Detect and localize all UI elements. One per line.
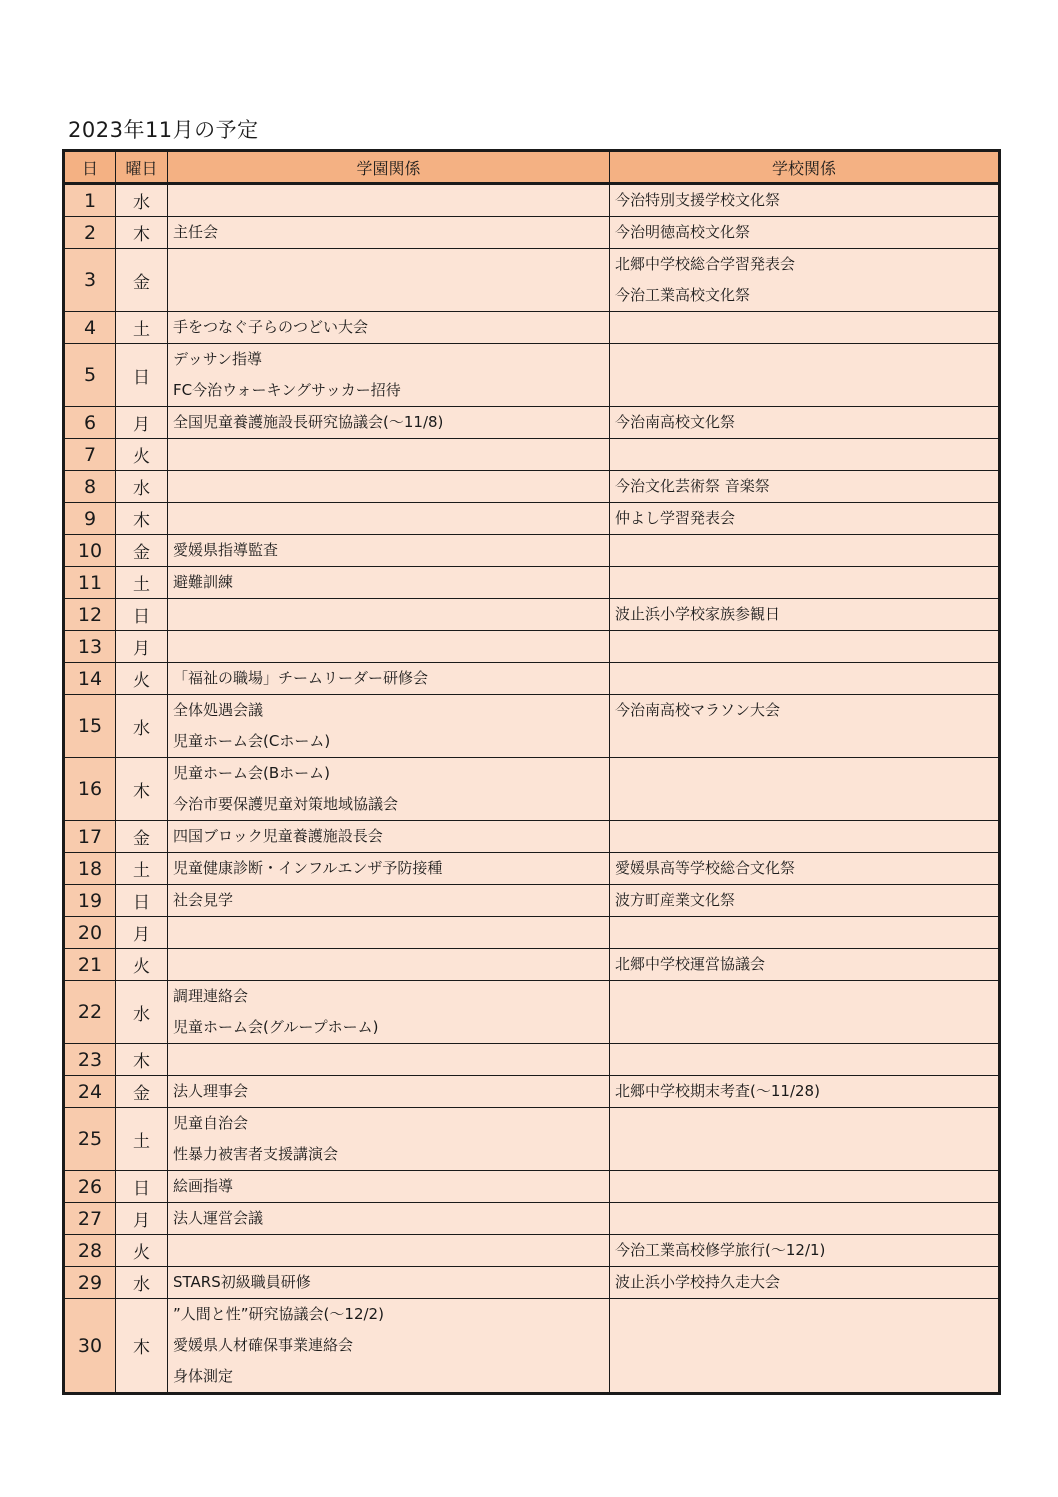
weekday-cell: 木 <box>116 758 168 821</box>
weekday-cell: 木 <box>116 503 168 535</box>
day-cell: 25 <box>64 1108 116 1171</box>
day-cell: 5 <box>64 344 116 407</box>
gakko-cell <box>610 853 1000 885</box>
weekday-cell: 月 <box>116 917 168 949</box>
gakuen-event: 避難訓練 <box>173 573 234 591</box>
day-cell: 16 <box>64 758 116 821</box>
day-cell: 20 <box>64 917 116 949</box>
weekday-cell: 水 <box>116 1267 168 1299</box>
gakko-event <box>615 663 998 694</box>
gakko-cell <box>610 1203 1000 1235</box>
day-cell: 23 <box>64 1044 116 1076</box>
gakko-event: 今治文化芸術祭 音楽祭 <box>615 477 770 495</box>
gakko-event <box>615 439 998 470</box>
table-row <box>64 1203 1000 1235</box>
gakko-event: 北郷中学校期末考査(～11/28) <box>615 1082 820 1100</box>
gakko-cell <box>610 1235 1000 1267</box>
header-row <box>64 151 1000 184</box>
gakko-event <box>615 535 998 566</box>
gakuen-event: 児童ホーム会(Cホーム) <box>173 732 331 750</box>
gakko-event <box>615 1044 998 1075</box>
table-row <box>64 821 1000 853</box>
gakuen-cell <box>168 471 610 503</box>
gakuen-cell <box>168 917 610 949</box>
gakko-event <box>615 1171 998 1202</box>
gakko-event <box>615 312 998 343</box>
gakuen-event: 社会見学 <box>173 891 234 909</box>
gakuen-event: 愛媛県指導監査 <box>173 541 279 559</box>
weekday-cell: 金 <box>116 535 168 567</box>
gakuen-cell <box>168 503 610 535</box>
gakko-event: 仲よし学習発表会 <box>615 509 736 527</box>
gakko-cell <box>610 949 1000 981</box>
table-row <box>64 695 1000 758</box>
gakuen-cell <box>168 853 610 885</box>
table-row <box>64 599 1000 631</box>
table-row <box>64 949 1000 981</box>
weekday-cell: 土 <box>116 853 168 885</box>
table-row <box>64 567 1000 599</box>
gakuen-cell <box>168 1076 610 1108</box>
table-row <box>64 249 1000 312</box>
table-row <box>64 503 1000 535</box>
table-row <box>64 885 1000 917</box>
table-row <box>64 217 1000 249</box>
gakko-cell <box>610 249 1000 312</box>
weekday-cell: 土 <box>116 1108 168 1171</box>
day-cell: 2 <box>64 217 116 249</box>
gakuen-cell <box>168 344 610 407</box>
weekday-cell: 金 <box>116 1076 168 1108</box>
table-row <box>64 917 1000 949</box>
schedule-table <box>62 149 1001 1395</box>
gakuen-event: 法人運営会議 <box>173 1209 264 1227</box>
table-row <box>64 853 1000 885</box>
gakko-event: 波止浜小学校持久走大会 <box>615 1273 781 1291</box>
gakuen-event <box>173 631 609 662</box>
gakko-cell <box>610 344 1000 407</box>
gakko-cell <box>610 312 1000 344</box>
gakko-cell <box>610 1108 1000 1171</box>
weekday-cell: 金 <box>116 821 168 853</box>
gakko-cell <box>610 567 1000 599</box>
table-row <box>64 1108 1000 1171</box>
gakko-cell <box>610 1171 1000 1203</box>
day-cell: 30 <box>64 1299 116 1394</box>
gakuen-event <box>173 1235 609 1266</box>
table-row <box>64 184 1000 217</box>
gakko-cell <box>610 631 1000 663</box>
gakko-event: 波方町産業文化祭 <box>615 891 736 909</box>
weekday-cell: 土 <box>116 567 168 599</box>
gakuen-cell <box>168 885 610 917</box>
weekday-cell: 日 <box>116 885 168 917</box>
weekday-cell: 火 <box>116 439 168 471</box>
weekday-cell: 火 <box>116 1235 168 1267</box>
gakuen-cell <box>168 1203 610 1235</box>
gakuen-event: 児童ホーム会(グループホーム) <box>173 1018 379 1036</box>
gakuen-event: STARS初級職員研修 <box>173 1273 311 1291</box>
weekday-cell: 水 <box>116 981 168 1044</box>
gakko-cell <box>610 217 1000 249</box>
gakuen-event <box>173 471 609 502</box>
gakuen-event <box>173 185 609 216</box>
gakko-event: 今治工業高校文化祭 <box>615 286 751 304</box>
gakko-cell <box>610 599 1000 631</box>
gakko-event: 北郷中学校運営協議会 <box>615 955 766 973</box>
day-cell: 22 <box>64 981 116 1044</box>
table-row <box>64 471 1000 503</box>
header-weekday: 曜日 <box>116 151 168 184</box>
gakko-event: 今治南高校マラソン大会 <box>615 701 781 719</box>
gakko-cell <box>610 184 1000 217</box>
header-gakuen: 学園関係 <box>168 151 610 184</box>
gakko-cell <box>610 758 1000 821</box>
table-row <box>64 439 1000 471</box>
weekday-cell: 月 <box>116 407 168 439</box>
gakko-event: 波止浜小学校家族参観日 <box>615 605 781 623</box>
page-title: 2023年11月の予定 <box>68 118 259 142</box>
gakuen-event <box>173 917 609 948</box>
gakko-cell <box>610 885 1000 917</box>
gakko-event <box>615 758 998 789</box>
gakko-event <box>615 1139 998 1170</box>
day-cell: 10 <box>64 535 116 567</box>
weekday-cell: 水 <box>116 471 168 503</box>
gakuen-cell <box>168 949 610 981</box>
gakuen-event: 児童ホーム会(Bホーム) <box>173 764 330 782</box>
weekday-cell: 木 <box>116 1044 168 1076</box>
gakuen-event: 「福祉の職場」チームリーダー研修会 <box>173 669 429 687</box>
gakko-event: 今治特別支援学校文化祭 <box>615 191 781 209</box>
gakko-cell <box>610 695 1000 758</box>
weekday-cell: 日 <box>116 344 168 407</box>
gakuen-cell <box>168 1235 610 1267</box>
gakko-event: 今治明徳高校文化祭 <box>615 223 751 241</box>
day-cell: 12 <box>64 599 116 631</box>
gakuen-cell <box>168 249 610 312</box>
day-cell: 11 <box>64 567 116 599</box>
gakko-event <box>615 375 998 406</box>
day-cell: 3 <box>64 249 116 312</box>
day-cell: 29 <box>64 1267 116 1299</box>
gakuen-cell <box>168 407 610 439</box>
gakko-event <box>615 1361 998 1392</box>
day-cell: 24 <box>64 1076 116 1108</box>
weekday-cell: 水 <box>116 695 168 758</box>
day-cell: 21 <box>64 949 116 981</box>
gakuen-cell <box>168 981 610 1044</box>
gakuen-event <box>173 280 609 311</box>
day-cell: 4 <box>64 312 116 344</box>
weekday-cell: 火 <box>116 663 168 695</box>
gakko-event <box>615 1012 998 1043</box>
gakko-event <box>615 726 998 757</box>
gakuen-cell <box>168 758 610 821</box>
gakuen-event: 児童自治会 <box>173 1114 249 1132</box>
gakuen-event: 性暴力被害者支援講演会 <box>173 1145 339 1163</box>
weekday-cell: 金 <box>116 249 168 312</box>
day-cell: 15 <box>64 695 116 758</box>
gakuen-event: 児童健康診断・インフルエンザ予防接種 <box>173 859 443 877</box>
table-row <box>64 981 1000 1044</box>
gakko-cell <box>610 1267 1000 1299</box>
gakuen-event: 今治市要保護児童対策地域協議会 <box>173 795 399 813</box>
gakuen-event: 身体測定 <box>173 1367 234 1385</box>
table-row <box>64 535 1000 567</box>
gakko-cell <box>610 471 1000 503</box>
day-cell: 14 <box>64 663 116 695</box>
gakuen-cell <box>168 217 610 249</box>
gakko-event <box>615 821 998 852</box>
day-cell: 6 <box>64 407 116 439</box>
weekday-cell: 月 <box>116 631 168 663</box>
gakko-event <box>615 981 998 1012</box>
gakko-event: 北郷中学校総合学習発表会 <box>615 255 796 273</box>
day-cell: 19 <box>64 885 116 917</box>
day-cell: 28 <box>64 1235 116 1267</box>
table-row <box>64 1299 1000 1394</box>
gakuen-cell <box>168 821 610 853</box>
table-row <box>64 1235 1000 1267</box>
weekday-cell: 水 <box>116 184 168 217</box>
header-gakko: 学校関係 <box>610 151 1000 184</box>
gakuen-event <box>173 503 609 534</box>
gakuen-cell <box>168 695 610 758</box>
gakuen-event: 全国児童養護施設長研究協議会(～11/8) <box>173 413 444 431</box>
day-cell: 8 <box>64 471 116 503</box>
gakuen-event <box>173 249 609 280</box>
gakuen-event: 手をつなぐ子らのつどい大会 <box>173 318 369 336</box>
day-cell: 17 <box>64 821 116 853</box>
gakuen-cell <box>168 1171 610 1203</box>
day-cell: 9 <box>64 503 116 535</box>
gakko-event <box>615 344 998 375</box>
weekday-cell: 日 <box>116 1171 168 1203</box>
gakuen-cell <box>168 535 610 567</box>
gakko-cell <box>610 503 1000 535</box>
gakuen-cell <box>168 1267 610 1299</box>
gakko-cell <box>610 1076 1000 1108</box>
gakuen-event: 主任会 <box>173 223 219 241</box>
table-row <box>64 344 1000 407</box>
gakuen-event: 愛媛県人材確保事業連絡会 <box>173 1336 354 1354</box>
gakuen-cell <box>168 567 610 599</box>
gakko-event: 愛媛県高等学校総合文化祭 <box>615 859 796 877</box>
gakuen-cell <box>168 1044 610 1076</box>
weekday-cell: 木 <box>116 217 168 249</box>
day-cell: 18 <box>64 853 116 885</box>
gakuen-event <box>173 1044 609 1075</box>
gakuen-cell <box>168 1299 610 1394</box>
weekday-cell: 土 <box>116 312 168 344</box>
table-row <box>64 758 1000 821</box>
gakuen-event: 四国ブロック児童養護施設長会 <box>173 827 383 845</box>
gakko-cell <box>610 1044 1000 1076</box>
table-row <box>64 1044 1000 1076</box>
table-row <box>64 312 1000 344</box>
schedule-body <box>64 184 1000 1394</box>
table-row <box>64 407 1000 439</box>
weekday-cell: 火 <box>116 949 168 981</box>
gakko-cell <box>610 535 1000 567</box>
gakko-event <box>615 789 998 820</box>
gakko-cell <box>610 407 1000 439</box>
gakuen-event: ”人間と性”研究協議会(～12/2) <box>173 1305 384 1323</box>
header-day: 日 <box>64 151 116 184</box>
gakko-cell <box>610 663 1000 695</box>
weekday-cell: 月 <box>116 1203 168 1235</box>
gakko-event <box>615 1108 998 1139</box>
gakuen-event: 絵画指導 <box>173 1177 234 1195</box>
gakko-event: 今治工業高校修学旅行(～12/1) <box>615 1241 826 1259</box>
gakuen-cell <box>168 184 610 217</box>
day-cell: 1 <box>64 184 116 217</box>
gakko-cell <box>610 981 1000 1044</box>
table-row <box>64 1171 1000 1203</box>
table-row <box>64 631 1000 663</box>
gakuen-cell <box>168 663 610 695</box>
weekday-cell: 日 <box>116 599 168 631</box>
gakuen-event <box>173 599 609 630</box>
gakko-cell <box>610 439 1000 471</box>
gakuen-cell <box>168 1108 610 1171</box>
gakuen-event <box>173 949 609 980</box>
gakko-cell <box>610 821 1000 853</box>
gakko-event <box>615 1203 998 1234</box>
gakko-event: 今治南高校文化祭 <box>615 413 736 431</box>
weekday-cell: 木 <box>116 1299 168 1394</box>
gakuen-cell <box>168 599 610 631</box>
gakuen-event: 全体処遇会議 <box>173 701 264 719</box>
gakko-event <box>615 1299 998 1330</box>
gakko-event <box>615 567 998 598</box>
gakuen-event: デッサン指導 <box>173 350 262 368</box>
gakuen-cell <box>168 631 610 663</box>
gakuen-cell <box>168 439 610 471</box>
gakuen-cell <box>168 312 610 344</box>
gakuen-event <box>173 439 609 470</box>
gakuen-event: FC今治ウォーキングサッカー招待 <box>173 381 401 399</box>
gakuen-event: 調理連絡会 <box>173 987 249 1005</box>
gakko-event <box>615 917 998 948</box>
day-cell: 26 <box>64 1171 116 1203</box>
day-cell: 27 <box>64 1203 116 1235</box>
gakko-event <box>615 1330 998 1361</box>
table-row <box>64 1267 1000 1299</box>
day-cell: 13 <box>64 631 116 663</box>
day-cell: 7 <box>64 439 116 471</box>
table-row <box>64 663 1000 695</box>
gakuen-event: 法人理事会 <box>173 1082 249 1100</box>
gakko-cell <box>610 917 1000 949</box>
gakko-event <box>615 631 998 662</box>
gakko-cell <box>610 1299 1000 1394</box>
table-row <box>64 1076 1000 1108</box>
